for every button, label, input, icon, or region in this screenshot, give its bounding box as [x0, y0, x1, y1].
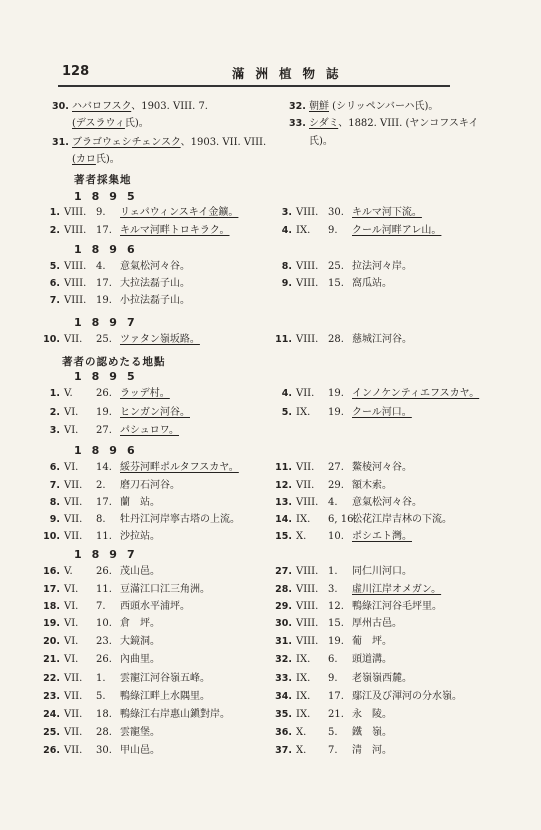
list-item: [272, 388, 479, 400]
entry-place: 蘭 站。: [120, 497, 160, 508]
entry-day: 9.: [96, 207, 106, 218]
list-item: [272, 531, 412, 543]
entry-day: 25.: [328, 261, 344, 272]
year-heading: 1895: [74, 190, 145, 203]
entry-month: VII.: [64, 480, 83, 491]
year-heading: 1896: [74, 243, 145, 256]
entry-number: 14.: [275, 514, 292, 525]
entry-month: VII.: [296, 462, 315, 473]
entry-day: 10.: [96, 618, 112, 629]
entry-month: VI.: [64, 407, 79, 418]
entry-place: 小拉法磊子山。: [120, 295, 190, 306]
entry-place: ツァタン嶺坂路。: [120, 334, 200, 345]
entry-place: 鰲棱河々谷。: [352, 462, 412, 473]
entry-place: 豆滿江口江三角洲。: [120, 584, 210, 595]
list-item: [40, 207, 238, 219]
entry-day: 30.: [96, 745, 112, 756]
entry-place: パシュロワ。: [120, 425, 179, 436]
entry-day: 4.: [96, 261, 106, 272]
entry-number: 13.: [275, 497, 292, 508]
list-item: [272, 727, 392, 739]
entry-place: インノケンティエフスカヤ。: [352, 388, 480, 399]
entry-number: 26.: [43, 745, 60, 756]
entry-place: 雲寵堡。: [120, 727, 160, 738]
entry-day: 4.: [328, 497, 338, 508]
entry-day: 15.: [328, 278, 344, 289]
entry-place: 大拉法磊子山。: [120, 278, 190, 289]
entry-number: 35.: [275, 709, 292, 720]
entry-month: VIII.: [296, 584, 319, 595]
entry-detail: 氏)。: [95, 154, 120, 165]
entry-day: 25.: [96, 334, 112, 345]
entry-place: 倉 坪。: [120, 618, 160, 629]
entry-number: 15.: [275, 531, 292, 542]
entry-month: VI.: [64, 425, 79, 436]
entry-month: VII.: [64, 497, 83, 508]
list-item: [272, 497, 422, 509]
entry-day: 7.: [96, 601, 106, 612]
list-item: [272, 480, 392, 492]
intro-entry: [52, 118, 149, 130]
entry-place: 甲山邑。: [120, 745, 160, 756]
list-item: [40, 745, 160, 757]
entry-place: ブラゴウェシチェンスク: [72, 137, 181, 148]
entry-day: 26.: [96, 654, 112, 665]
entry-month: X.: [296, 745, 307, 756]
intro-entry: [52, 154, 120, 166]
list-item: [40, 462, 239, 474]
entry-month: VII.: [64, 691, 83, 702]
entry-number: 5.: [49, 261, 60, 272]
entry-day: 27.: [96, 425, 112, 436]
list-item: [40, 334, 200, 346]
entry-number: 30.: [52, 101, 69, 112]
entry-month: VIII.: [296, 278, 319, 289]
list-item: [40, 709, 230, 721]
entry-month: V.: [64, 388, 73, 399]
entry-number: 3.: [281, 207, 292, 218]
list-item: [40, 727, 160, 739]
entry-number: 33.: [275, 673, 292, 684]
entry-day: 23.: [96, 636, 112, 647]
list-item: [272, 654, 392, 666]
list-item: [40, 480, 180, 492]
entry-month: VIII.: [296, 207, 319, 218]
entry-place: 鄢江及び渾河の分水嶺。: [352, 691, 462, 702]
entry-day: 19.: [328, 407, 344, 418]
entry-number: 4.: [281, 225, 292, 236]
entry-place: 綏芬河畔ポルタフスカヤ。: [120, 462, 239, 473]
entry-month: VII.: [64, 334, 83, 345]
page-number: 128: [62, 64, 90, 79]
list-item: [272, 462, 412, 474]
section-heading-observed: 著者の認めたる地點: [62, 356, 166, 368]
list-item: [272, 618, 402, 630]
entry-number: 10.: [43, 531, 60, 542]
list-item: [40, 261, 190, 273]
list-item: [272, 673, 412, 685]
entry-day: 29.: [328, 480, 344, 491]
entry-day: 26.: [96, 388, 112, 399]
list-item: [40, 225, 230, 237]
list-item: [272, 584, 441, 596]
entry-day: 1.: [328, 566, 338, 577]
entry-day: 7.: [328, 745, 338, 756]
list-item: [40, 673, 210, 685]
entry-day: 5.: [328, 727, 338, 738]
entry-month: VII.: [64, 673, 83, 684]
list-item: [272, 566, 412, 578]
entry-month: IX.: [296, 407, 311, 418]
entry-place: (デスラウィ: [72, 118, 125, 129]
entry-place: 窩瓜站。: [352, 278, 392, 289]
entry-day: 9.: [328, 225, 338, 236]
list-item: [272, 745, 392, 757]
list-item: [272, 407, 412, 419]
entry-number: 8.: [49, 497, 60, 508]
entry-number: 11.: [275, 462, 292, 473]
entry-place: 沙拉站。: [120, 531, 160, 542]
entry-place: 厚州古邑。: [352, 618, 402, 629]
entry-place: 朝鮮: [309, 101, 329, 112]
entry-place: 松花江岸吉林の下流。: [352, 514, 452, 525]
entry-day: 5.: [96, 691, 106, 702]
entry-day: 6.: [328, 654, 338, 665]
entry-number: 17.: [43, 584, 60, 595]
entry-number: 1.: [49, 207, 60, 218]
entry-number: 23.: [43, 691, 60, 702]
entry-day: 19.: [328, 388, 344, 399]
list-item: [272, 601, 442, 613]
entry-place: 老嶺嶺西麓。: [352, 673, 412, 684]
entry-number: 28.: [275, 584, 292, 595]
list-item: [40, 601, 190, 613]
list-item: [40, 425, 179, 437]
entry-detail: 、1882. VIII. (ヤンコフスキイ: [338, 118, 479, 129]
list-item: [272, 709, 392, 721]
entry-place: キルマ河畔トロキラク。: [120, 225, 230, 236]
entry-day: 28.: [328, 334, 344, 345]
intro-entry: [52, 137, 266, 149]
entry-month: VII.: [64, 727, 83, 738]
entry-day: 30.: [328, 207, 344, 218]
entry-number: 8.: [281, 261, 292, 272]
entry-place: 意氣松河々谷。: [352, 497, 422, 508]
entry-month: VIII.: [296, 566, 319, 577]
entry-place: 慈城江河谷。: [352, 334, 412, 345]
entry-number: 7.: [49, 295, 60, 306]
entry-number: 37.: [275, 745, 292, 756]
entry-place: 內曲里。: [120, 654, 160, 665]
entry-number: 32.: [289, 101, 306, 112]
entry-number: 6.: [49, 462, 60, 473]
entry-number: 6.: [49, 278, 60, 289]
entry-month: VII.: [64, 531, 83, 542]
list-item: [40, 514, 240, 526]
list-item: [40, 618, 160, 630]
entry-month: VII.: [296, 388, 315, 399]
entry-day: 14.: [96, 462, 112, 473]
entry-place: 意氣松河々谷。: [120, 261, 190, 272]
entry-number: 31.: [275, 636, 292, 647]
entry-day: 19.: [96, 295, 112, 306]
entry-detail: 、1903. VII. VIII.: [180, 137, 267, 148]
list-item: [40, 636, 160, 648]
list-item: [272, 261, 412, 273]
entry-place: ヒンガン河谷。: [120, 407, 190, 418]
entry-month: IX.: [296, 225, 311, 236]
entry-place: 葡 坪。: [352, 636, 392, 647]
entry-place: クール河口。: [352, 407, 412, 418]
entry-number: 3.: [49, 425, 60, 436]
entry-day: 27.: [328, 462, 344, 473]
entry-day: 12.: [328, 601, 344, 612]
entry-month: VIII.: [296, 601, 319, 612]
list-item: [40, 407, 190, 419]
entry-day: 17.: [96, 497, 112, 508]
entry-month: VIII.: [64, 295, 87, 306]
list-item: [40, 497, 160, 509]
entry-month: VI.: [64, 584, 79, 595]
entry-month: VII.: [64, 514, 83, 525]
entry-month: VIII.: [64, 225, 87, 236]
entry-number: 18.: [43, 601, 60, 612]
entry-number: 31.: [52, 137, 69, 148]
entry-detail: 、1903. VIII. 7.: [131, 101, 208, 112]
list-item: [40, 388, 170, 400]
entry-place: 鴨綠江河谷毛坪里。: [352, 601, 442, 612]
entry-number: 2.: [49, 407, 60, 418]
entry-month: VIII.: [64, 278, 87, 289]
entry-place: 磨刀石河谷。: [120, 480, 180, 491]
entry-day: 17.: [96, 225, 112, 236]
entry-month: V.: [64, 566, 73, 577]
entry-place: 牡丹江河岸寧古塔の上流。: [120, 514, 240, 525]
list-item: [40, 531, 160, 543]
entry-number: 2.: [49, 225, 60, 236]
list-item: [40, 295, 190, 307]
entry-place: 鐵 嶺。: [352, 727, 392, 738]
entry-place: 同仁川河口。: [352, 566, 412, 577]
entry-month: X.: [296, 727, 307, 738]
entry-day: 8.: [96, 514, 106, 525]
entry-number: 1.: [49, 388, 60, 399]
entry-day: 18.: [96, 709, 112, 720]
entry-month: VIII.: [296, 497, 319, 508]
entry-month: VI.: [64, 618, 79, 629]
entry-place: ラッデ村。: [120, 388, 170, 399]
entry-place: クール河畔アレ山。: [352, 225, 442, 236]
entry-place: リェパウィンスキイ金鑛。: [120, 207, 239, 218]
list-item: [40, 691, 210, 703]
entry-day: 26.: [96, 566, 112, 577]
entry-number: 32.: [275, 654, 292, 665]
header-rule: [58, 85, 450, 87]
entry-number: 12.: [275, 480, 292, 491]
entry-number: 33.: [289, 118, 306, 129]
intro-entry: [289, 136, 333, 148]
entry-day: 2.: [96, 480, 106, 491]
entry-place: キルマ河下流。: [352, 207, 422, 218]
entry-month: VIII.: [296, 261, 319, 272]
entry-place: ポシエト灣。: [352, 531, 412, 542]
entry-number: 9.: [281, 278, 292, 289]
list-item: [40, 566, 160, 578]
entry-number: 22.: [43, 673, 60, 684]
list-item: [272, 225, 441, 237]
entry-day: 3.: [328, 584, 338, 595]
intro-entry: [289, 101, 438, 113]
year-heading: 1896: [74, 444, 145, 457]
entry-number: 34.: [275, 691, 292, 702]
entry-number: 36.: [275, 727, 292, 738]
entry-month: VI.: [64, 601, 79, 612]
entry-month: VII.: [296, 480, 315, 491]
entry-place: 鴨綠江右岸惠山鎭對岸。: [120, 709, 230, 720]
entry-place: 茂山邑。: [120, 566, 160, 577]
entry-month: VIII.: [296, 618, 319, 629]
entry-detail: 氏)。: [124, 118, 149, 129]
list-item: [272, 207, 422, 219]
entry-number: 11.: [275, 334, 292, 345]
entry-day: 11.: [96, 531, 112, 542]
entry-day: 15.: [328, 618, 344, 629]
entry-number: 27.: [275, 566, 292, 577]
entry-place: 鴨綠江畔上水隅里。: [120, 691, 210, 702]
entry-place: 拉法河々岸。: [352, 261, 412, 272]
entry-day: 19.: [96, 407, 112, 418]
entry-number: 10.: [43, 334, 60, 345]
list-item: [272, 636, 392, 648]
entry-place: 虛川江岸オメガン。: [352, 584, 442, 595]
entry-month: IX.: [296, 691, 311, 702]
entry-month: VII.: [64, 709, 83, 720]
entry-day: 11.: [96, 584, 112, 595]
entry-number: 7.: [49, 480, 60, 491]
entry-place: 雲寵江河谷嶺五峰。: [120, 673, 210, 684]
intro-entry: [52, 101, 208, 113]
entry-number: 21.: [43, 654, 60, 665]
entry-detail: 氏)。: [309, 136, 333, 147]
section-heading-collected: 著者採集地: [74, 174, 132, 186]
entry-month: VI.: [64, 654, 79, 665]
list-item: [272, 334, 412, 346]
entry-place: 額木索。: [352, 480, 392, 491]
entry-number: 20.: [43, 636, 60, 647]
list-item: [272, 278, 392, 290]
entry-day: 28.: [96, 727, 112, 738]
entry-number: 9.: [49, 514, 60, 525]
year-heading: 1897: [74, 316, 145, 329]
entry-place: 永 陵。: [352, 709, 392, 720]
list-item: [272, 514, 452, 526]
entry-number: 29.: [275, 601, 292, 612]
entry-number: 4.: [281, 388, 292, 399]
entry-month: X.: [296, 531, 307, 542]
intro-entry: [289, 118, 478, 130]
entry-month: IX.: [296, 514, 311, 525]
entry-place: シダミ: [309, 118, 339, 129]
list-item: [272, 691, 462, 703]
entry-month: IX.: [296, 654, 311, 665]
entry-day: 19.: [328, 636, 344, 647]
entry-place: 西頭水平浦坪。: [120, 601, 190, 612]
entry-number: 25.: [43, 727, 60, 738]
entry-number: 5.: [281, 407, 292, 418]
list-item: [40, 654, 160, 666]
entry-number: 19.: [43, 618, 60, 629]
entry-number: 30.: [275, 618, 292, 629]
list-item: [40, 278, 190, 290]
entry-number: 24.: [43, 709, 60, 720]
entry-month: VIII.: [64, 261, 87, 272]
entry-place: 大鏡洞。: [120, 636, 160, 647]
entry-month: IX.: [296, 709, 311, 720]
entry-day: 1.: [96, 673, 106, 684]
entry-month: VIII.: [296, 334, 319, 345]
entry-day: 21.: [328, 709, 344, 720]
entry-month: IX.: [296, 673, 311, 684]
list-item: [40, 584, 210, 596]
entry-day: 6, 16.: [328, 514, 357, 525]
entry-month: VI.: [64, 462, 79, 473]
running-title: 滿洲植物誌: [232, 66, 350, 81]
year-heading: 1895: [74, 370, 145, 383]
entry-place: (カロ: [72, 154, 96, 165]
entry-month: VIII.: [64, 207, 87, 218]
entry-place: ハバロフスク: [72, 101, 132, 112]
entry-day: 17.: [328, 691, 344, 702]
entry-place: 頭道溝。: [352, 654, 392, 665]
entry-month: VII.: [64, 745, 83, 756]
year-heading: 1897: [74, 548, 145, 561]
entry-day: 9.: [328, 673, 338, 684]
entry-detail: (シリッペンバーハ氏)。: [329, 101, 439, 112]
entry-day: 17.: [96, 278, 112, 289]
entry-day: 10.: [328, 531, 344, 542]
entry-month: VI.: [64, 636, 79, 647]
entry-number: 16.: [43, 566, 60, 577]
entry-place: 清 河。: [352, 745, 392, 756]
entry-month: VIII.: [296, 636, 319, 647]
